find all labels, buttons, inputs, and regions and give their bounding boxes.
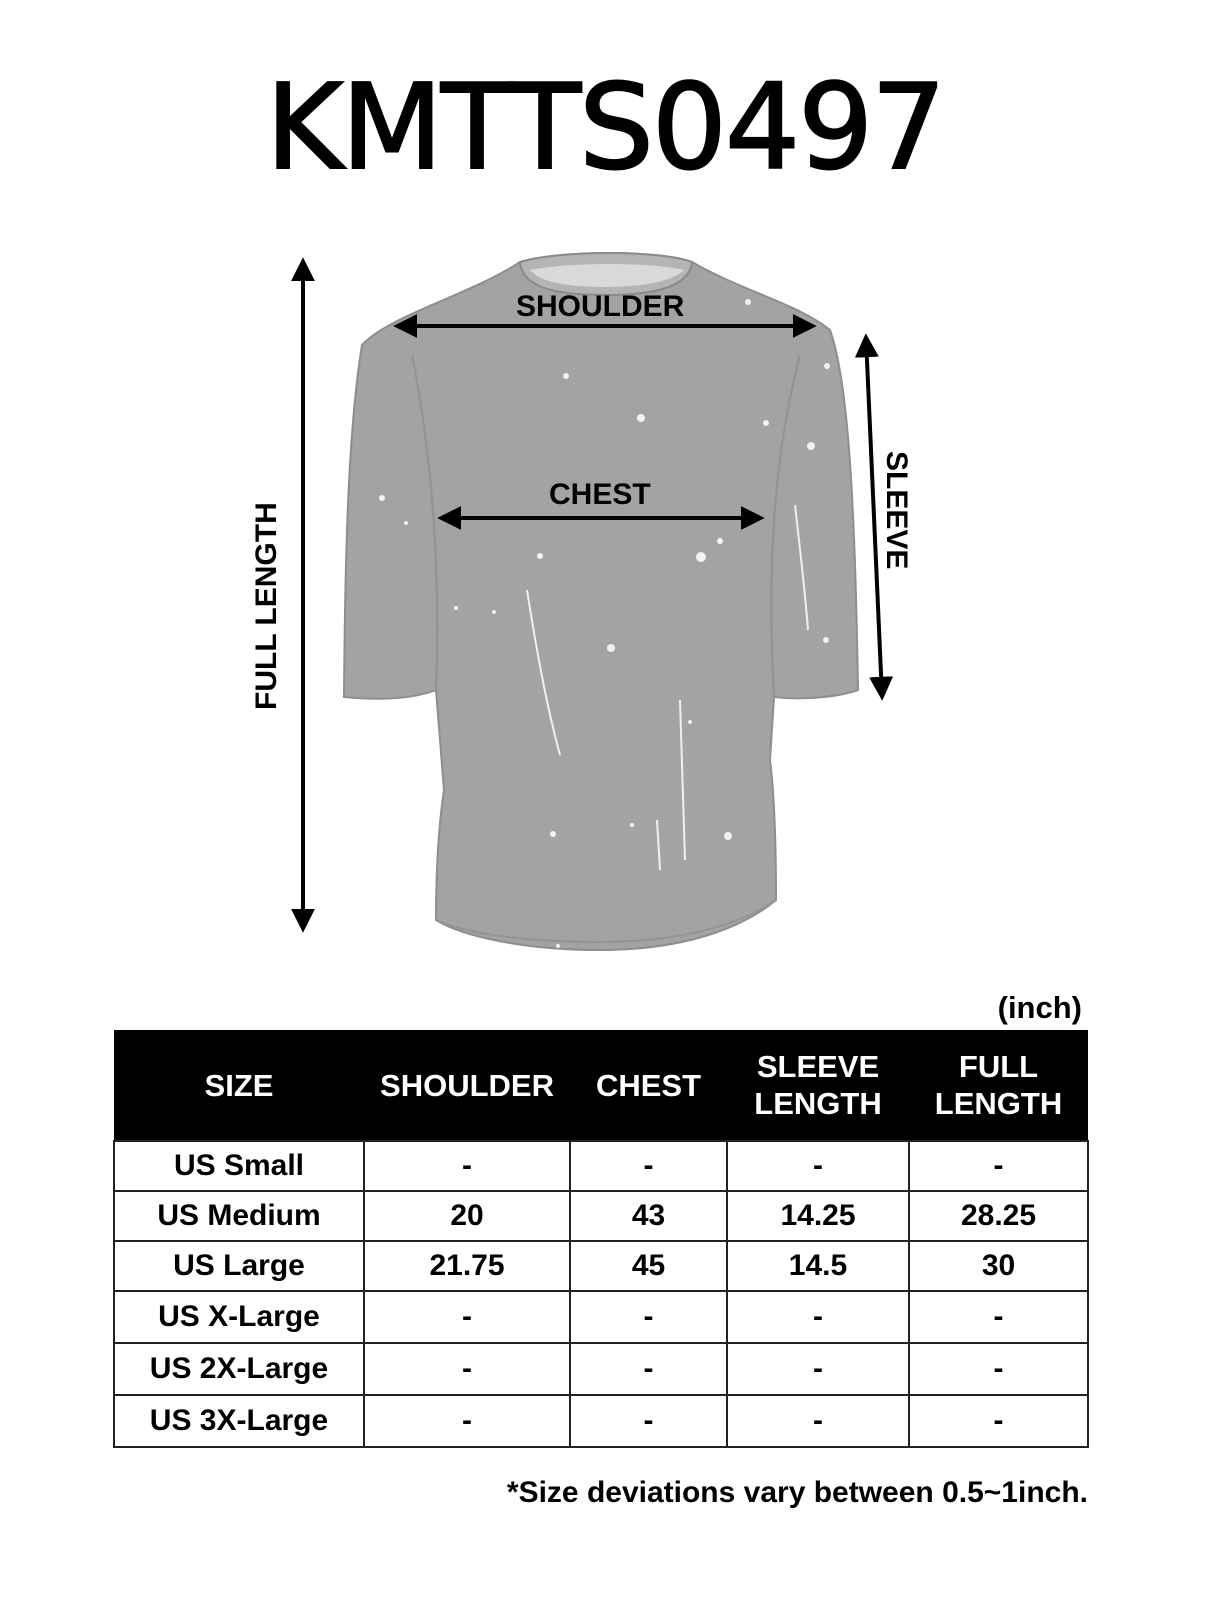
- shoulder-cell: 20: [364, 1191, 570, 1241]
- table-header-row: [114, 1030, 1088, 1141]
- sleeve-cell: 14.25: [727, 1191, 909, 1241]
- full-length-cell: -: [909, 1395, 1088, 1447]
- header-sleeve-length: SLEEVE LENGTH: [727, 1030, 909, 1141]
- table-row: [114, 1241, 1088, 1291]
- sleeve-cell: -: [727, 1343, 909, 1395]
- table-row: [114, 1191, 1088, 1241]
- full-length-cell: -: [909, 1141, 1088, 1191]
- full-length-cell: 30: [909, 1241, 1088, 1291]
- shoulder-cell: -: [364, 1343, 570, 1395]
- size-cell: US X-Large: [114, 1291, 364, 1343]
- chest-label: CHEST: [549, 478, 651, 511]
- chest-cell: 45: [570, 1241, 727, 1291]
- product-code-title: KMTTS0497: [265, 58, 945, 196]
- size-cell: US 2X-Large: [114, 1343, 364, 1395]
- header-chest: CHEST: [570, 1030, 727, 1141]
- shoulder-cell: -: [364, 1395, 570, 1447]
- header-shoulder: SHOULDER: [364, 1030, 570, 1141]
- table-row: [114, 1141, 1088, 1191]
- header-size: SIZE: [114, 1030, 364, 1141]
- shoulder-label: SHOULDER: [516, 290, 685, 323]
- shoulder-cell: -: [364, 1291, 570, 1343]
- shoulder-cell: 21.75: [364, 1241, 570, 1291]
- full-length-cell: 28.25: [909, 1191, 1088, 1241]
- table-row: [114, 1291, 1088, 1343]
- full-length-cell: -: [909, 1343, 1088, 1395]
- chest-cell: 43: [570, 1191, 727, 1241]
- sleeve-cell: 14.5: [727, 1241, 909, 1291]
- chest-cell: -: [570, 1343, 727, 1395]
- sleeve-cell: -: [727, 1141, 909, 1191]
- unit-label: (inch): [997, 990, 1082, 1025]
- size-cell: US 3X-Large: [114, 1395, 364, 1447]
- shoulder-cell: -: [364, 1141, 570, 1191]
- table-row: [114, 1395, 1088, 1447]
- table-row: [114, 1343, 1088, 1395]
- sleeve-label: SLEEVE: [880, 451, 913, 570]
- size-chart-table: [113, 1030, 1089, 1448]
- chest-cell: -: [570, 1395, 727, 1447]
- size-cell: US Small: [114, 1141, 364, 1191]
- full-length-label: FULL LENGTH: [250, 502, 283, 710]
- size-deviation-note: *Size deviations vary between 0.5~1inch.: [506, 1476, 1088, 1509]
- sleeve-cell: -: [727, 1395, 909, 1447]
- chest-cell: -: [570, 1141, 727, 1191]
- chest-cell: -: [570, 1291, 727, 1343]
- full-length-cell: -: [909, 1291, 1088, 1343]
- size-cell: US Large: [114, 1241, 364, 1291]
- shirt-shape: [344, 253, 858, 950]
- header-full-length: FULL LENGTH: [909, 1030, 1088, 1141]
- size-cell: US Medium: [114, 1191, 364, 1241]
- sleeve-cell: -: [727, 1291, 909, 1343]
